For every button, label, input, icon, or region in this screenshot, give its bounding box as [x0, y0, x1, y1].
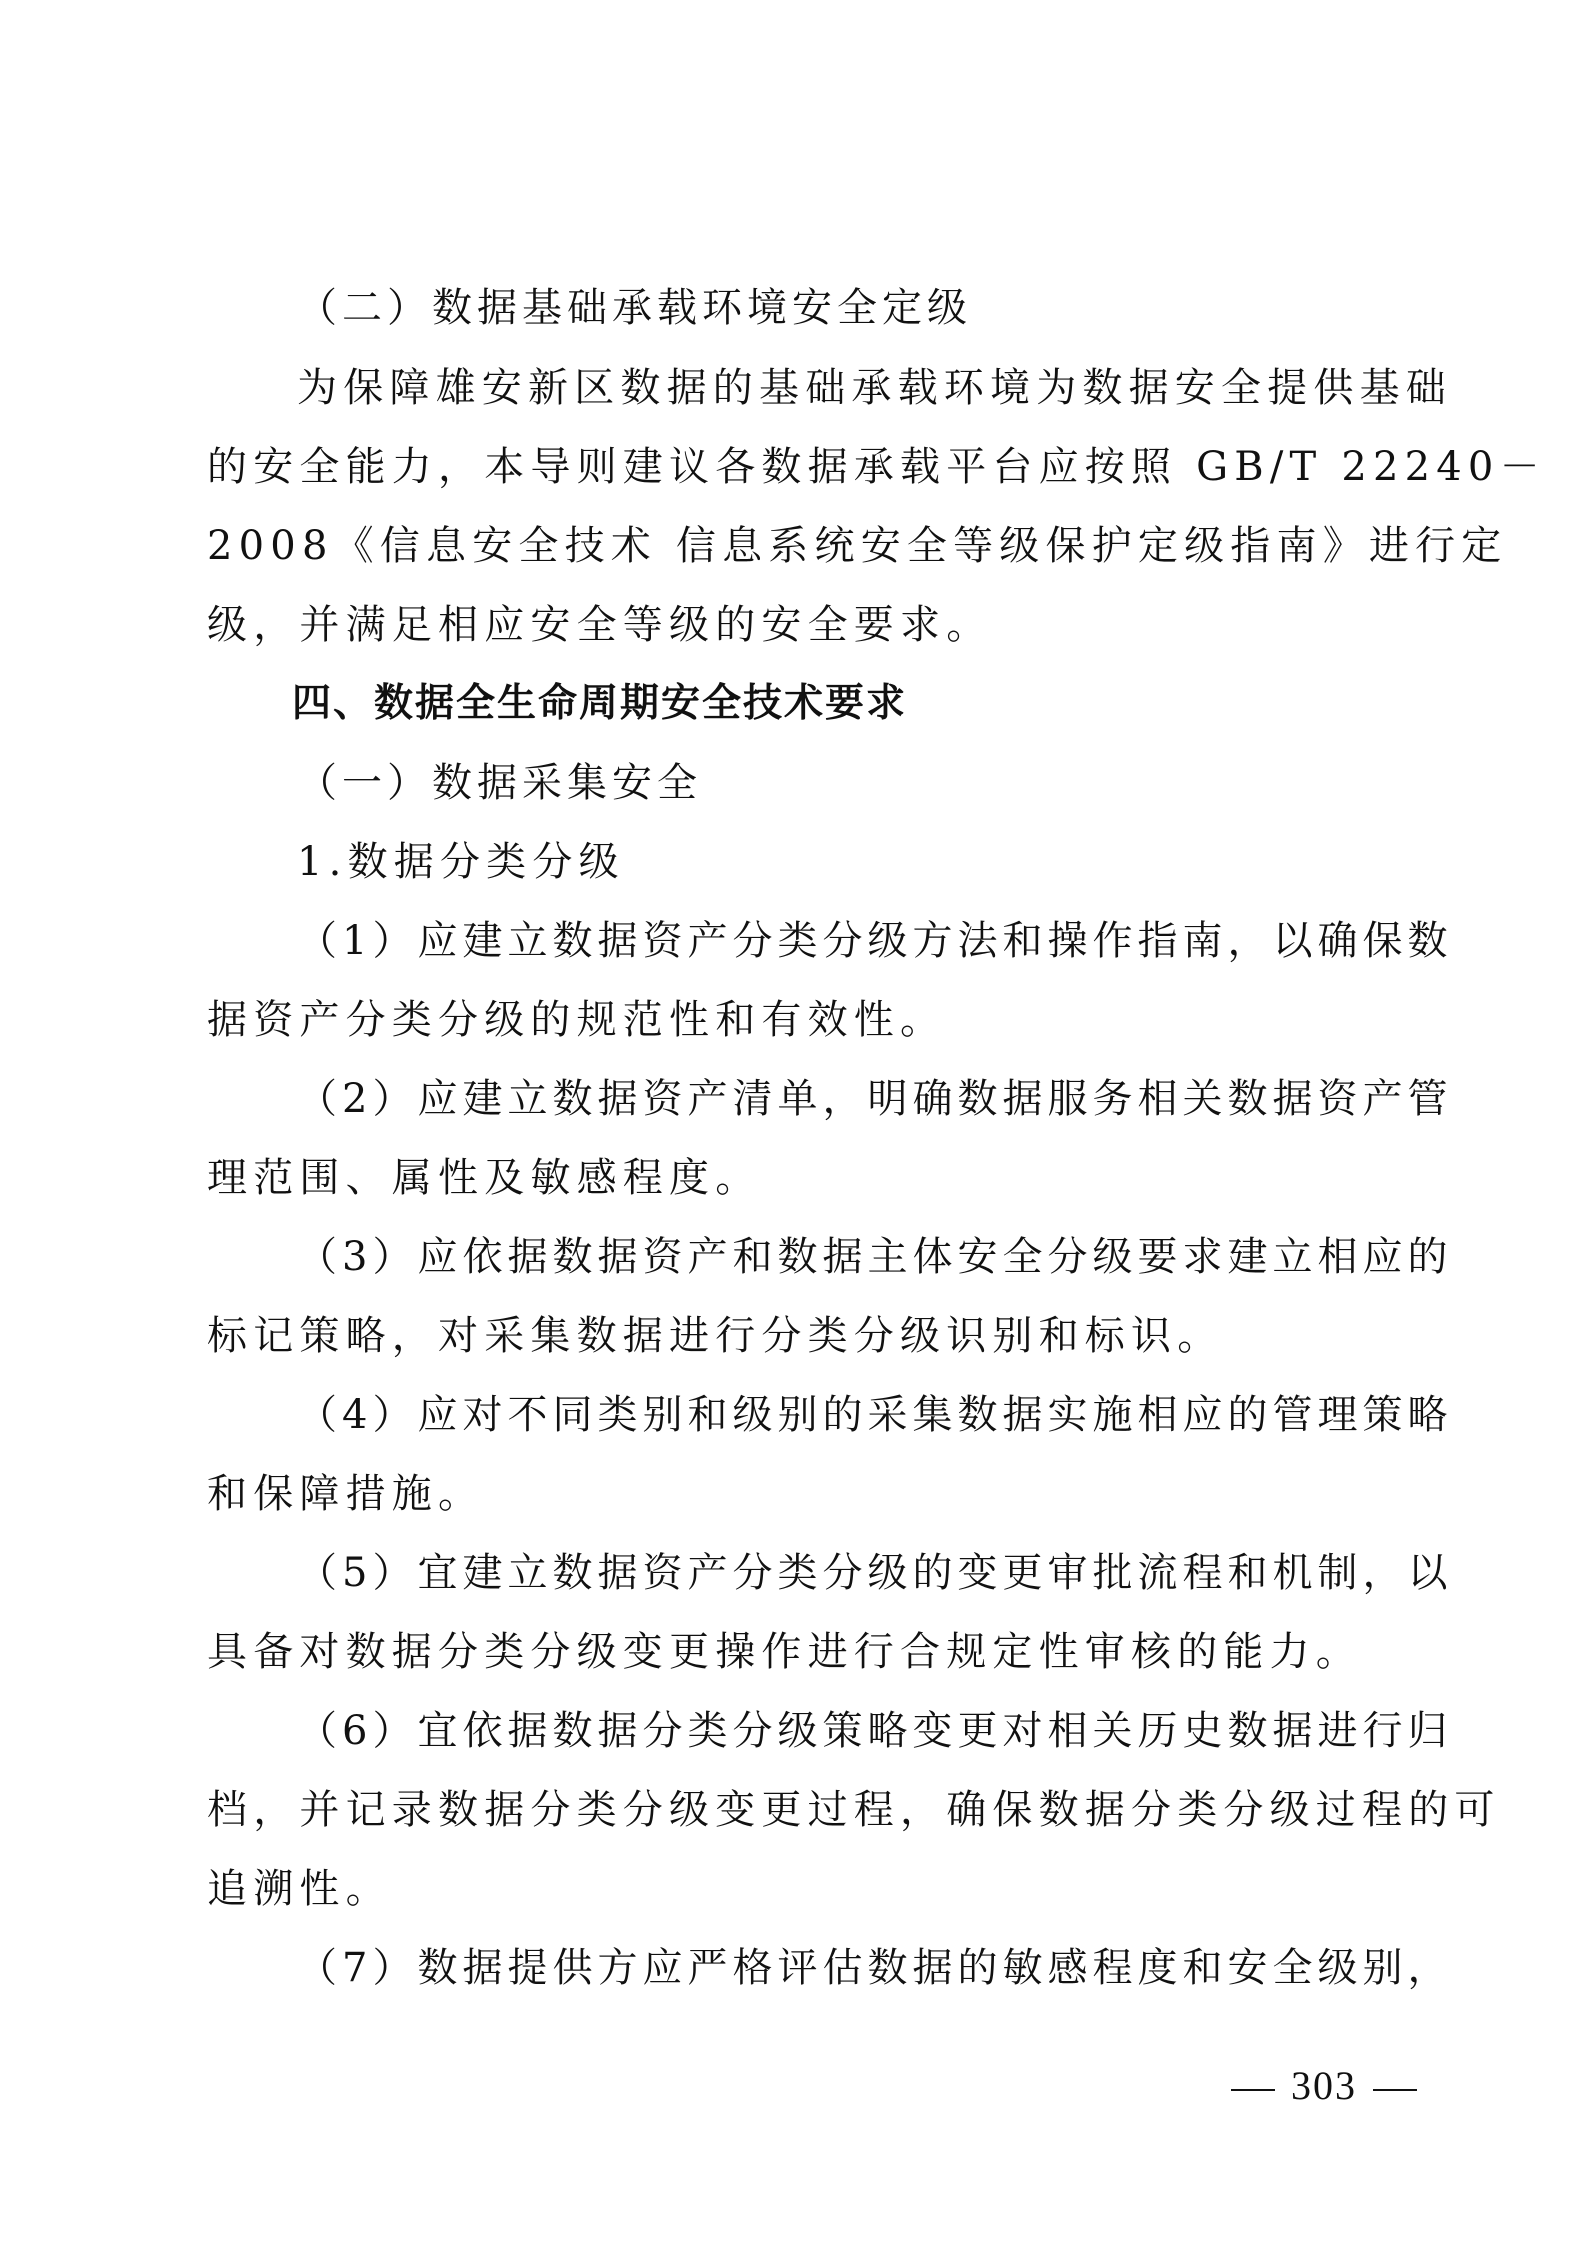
paragraph-line: 级，并满足相应安全等级的安全要求。 — [207, 602, 993, 648]
list-item-6-line: 追溯性。 — [207, 1866, 392, 1912]
subsubheading-1: 1.数据分类分级 — [297, 839, 625, 885]
list-item-4-line: 和保障措施。 — [207, 1471, 485, 1517]
dash-right — [1373, 2089, 1417, 2091]
paragraph-line: 为保障雄安新区数据的基础承载环境为数据安全提供基础 — [297, 365, 1452, 411]
list-item-7-line: （7）数据提供方应严格评估数据的敏感程度和安全级别， — [297, 1945, 1453, 1991]
dash-left — [1231, 2089, 1275, 2091]
list-item-6-line: （6）宜依据数据分类分级策略变更对相关历史数据进行归 — [297, 1708, 1453, 1754]
subheading-2: （二）数据基础承载环境安全定级 — [297, 285, 972, 331]
list-item-6-line: 档，并记录数据分类分级变更过程，确保数据分类分级过程的可 — [207, 1787, 1501, 1833]
page-number — [1215, 2060, 1433, 2112]
list-item-3-line: （3）应依据数据资产和数据主体安全分级要求建立相应的 — [297, 1234, 1453, 1280]
page-number-value: 303 — [1291, 2063, 1357, 2108]
paragraph-line: 2008《信息安全技术 信息系统安全等级保护定级指南》进行定 — [207, 523, 1508, 569]
list-item-4-line: （4）应对不同类别和级别的采集数据实施相应的管理策略 — [297, 1392, 1453, 1438]
subheading-1: （一）数据采集安全 — [297, 760, 702, 806]
list-item-2-line: （2）应建立数据资产清单，明确数据服务相关数据资产管 — [297, 1076, 1453, 1122]
section-heading-4: 四、数据全生命周期安全技术要求 — [292, 681, 908, 726]
list-item-2-line: 理范围、属性及敏感程度。 — [207, 1155, 762, 1201]
list-item-3-line: 标记策略，对采集数据进行分类分级识别和标识。 — [207, 1313, 1224, 1359]
list-item-5-line: （5）宜建立数据资产分类分级的变更审批流程和机制，以 — [297, 1550, 1453, 1596]
list-item-1-line: 据资产分类分级的规范性和有效性。 — [207, 997, 947, 1043]
paragraph-line: 的安全能力，本导则建议各数据承载平台应按照 GB/T 22240－ — [207, 444, 1546, 490]
list-item-1-line: （1）应建立数据资产分类分级方法和操作指南，以确保数 — [297, 918, 1453, 964]
list-item-5-line: 具备对数据分类分级变更操作进行合规定性审核的能力。 — [207, 1629, 1362, 1675]
